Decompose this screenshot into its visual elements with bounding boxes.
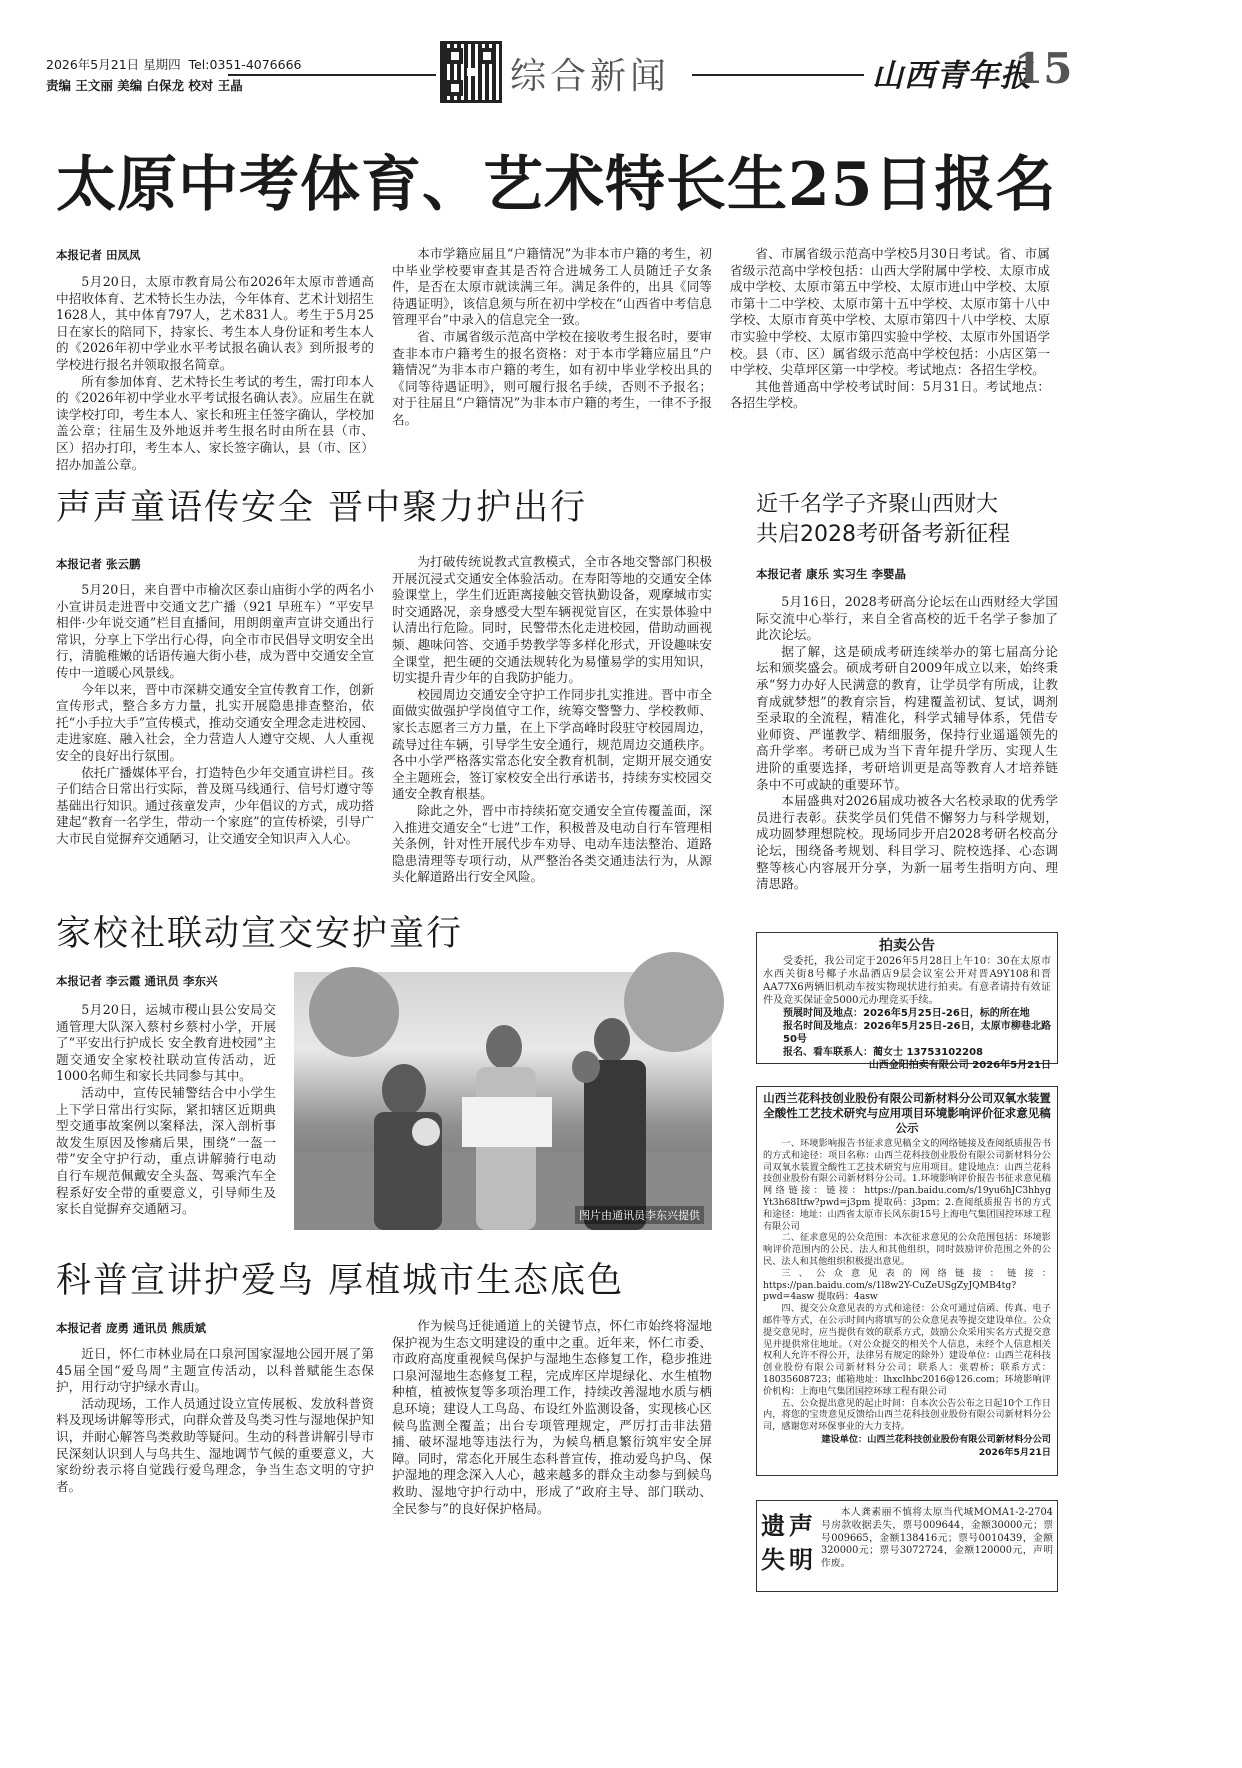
loss-statement: [756, 1500, 1058, 1592]
auction-notice: [756, 932, 1058, 1071]
article-a2-col1: 5月20日，来自晋中市榆次区泰山庙街小学的两名小小宣讲员走进晋中交通文艺广播（921 早班车）“平安早相伴·少年说交通”栏目直播间，用朗朗童声宣讲交通出行常识，分享上下学出行心得，向全市市民倡导文明安全出行，清脆稚嫩的话语传遍大街小巷，成为晋中交通安全宣传中一道暖心风景线。 今年以来，晋中市深耕交通安全宣传教育工作，创新宣传形式，整合多方力量，扎实开展隐患排查整治，依托“小手拉大手”宣传模式，推动交通安全理念走进校园、走进家庭、融入社会，全力营造人人遵守交规、人人重视安全的良好出行氛围。 依托广播媒体平台，打造特色少年交通宣讲栏目。孩子们结合日常出行实际，普及斑马线通行、信号灯遵守等基础出行知识。通过孩童发声，少年倡议的方式，成功搭建起“教育一名学生，带动一个家庭”的宣传桥梁，引导广大市民自觉摒弃交通陋习，让交通安全知识声入人心。: [56, 582, 374, 846]
loss-statement-title: 遗声失明: [761, 1512, 817, 1574]
section-title: 综合新闻: [510, 56, 671, 97]
headline-a3-line1: 近千名学子齐聚山西财大: [756, 492, 999, 517]
loss-statement-body: 本人龚素丽不慎将太原当代城MOMA1-2-2704号房款收据丢失，票号009644，金额30000元；票号009665，金额138416元；票号0010439，金额320000元；票号3072724，金额120000元，声明作废。: [821, 1507, 1053, 1570]
env-item-1: 一、环境影响报告书征求意见稿全文的网络链接及查阅纸质报告书的方式和途径：项目名称：山西兰花科技创业股份有限公司新材料分公司双氧水装置全酸性工艺技术研究与应用项目。建设地点：山西兰花科技创业股份有限公司新材料分公司。1.环境影响评价报告书征求意见稿网络链接：链接：https://pan.baidu.com/s/19yu6hJC3hhyg Yt3h68Itfw?pwd=j3pm 提取码：j3pm；2.查阅纸质报告书的方式和途径：地址：山西省太原市长风东街15号上海电气集团国控环球工程有限公司: [763, 1138, 1051, 1232]
auction-title: 拍卖公告: [879, 938, 935, 954]
env-notice-sign2: 2026年5月21日: [978, 1446, 1051, 1458]
masthead-rule-left: [228, 74, 436, 76]
phone-number: Tel:0351-4076666: [188, 57, 302, 72]
issue-date: 2026年5月21日 星期四 Tel:0351-4076666: [46, 57, 302, 72]
env-item-3: 三、公众意见表的网络链接：链接：https://pan.baidu.com/s/1l8w2Y-CuZeUSgZyJQMB4tg?pwd=4asw 提取码：4asw: [763, 1267, 1051, 1303]
byline-a2: 本报记者 张云鹏: [56, 557, 141, 571]
byline-a5: 本报记者 庞勇 通讯员 熊质斌: [56, 1321, 207, 1335]
auction-preview: 预展时间及地点：2026年5月25日-26日，标的所在地: [783, 1008, 1030, 1019]
article-a5-col1: 近日，怀仁市林业局在口泉河国家湿地公园开展了第45届全国“爱鸟周”主题宣传活动，以科普赋能生态保护，用行动守护绿水青山。 活动现场，工作人员通过设立宣传展板、发放科普资料及现场讲解等形式，向群众普及鸟类习性与湿地保护知识，并耐心解答鸟类救助等疑问。生动的科普讲解引导市民深刻认识到人与鸟共生、湿地调节气候的重要意义，大家纷纷表示将自觉践行爱鸟理念，争当生态文明的守护者。: [56, 1346, 374, 1494]
byline-a1: 本报记者 田凤凤: [56, 248, 141, 262]
headline-a2: 声声童语传安全 晋中聚力护出行: [56, 488, 588, 528]
news-photo: [294, 972, 712, 1230]
auction-signature: 山西金阳拍卖有限公司 2026年5月21日: [868, 1060, 1051, 1071]
qr-code-icon[interactable]: [440, 41, 502, 103]
headline-a1: 太原中考体育、艺术特长生25日报名: [56, 150, 1057, 220]
auction-contact: 报名、看车联系人：蔺女士 13753102208: [783, 1047, 984, 1058]
env-notice-sign1: 建设单位：山西兰花科技创业股份有限公司新材料分公司: [821, 1433, 1051, 1445]
article-a1-col3: 省、市属省级示范高中学校5月30日考试。省、市属省级示范高中学校包括：山西大学附属中学校、太原市成成中学校、太原市第五中学校、太原市进山中学校、太原市第十二中学校、太原市第十五中学校、太原市第十八中学校、太原市育英中学校、太原市第四十八中学校、太原市实验中学校、太原市第四实验中学校、太原市外国语学校。县（市、区）属省级示范高中学校包括：小店区第一中学校、尖草坪区第一中学校。考试地点：各招生学校。 其他普通高中学校考试时间：5月31日。考试地点：各招生学校。: [730, 246, 1050, 411]
headline-a4: 家校社联动宣交安护童行: [56, 914, 464, 954]
headline-a3: [756, 490, 1010, 550]
headline-a5: 科普宣讲护爱鸟 厚植城市生态底色: [56, 1261, 625, 1301]
article-a5-col2: 作为候鸟迁徙通道上的关键节点，怀仁市始终将湿地保护视为生态文明建设的重中之重。近年来，怀仁市委、市政府高度重视候鸟保护与湿地生态修复工作，稳步推进口泉河湿地生态修复工程，完成库区岸堤绿化、水生植物种植，植被恢复等多项治理工作，持续改善湿地水质与栖息环境；建设人工鸟岛、布设红外监测设备，实现核心区候鸟监测全覆盖；出台专项管理规定，严厉打击非法猎捕、破坏湿地等违法行为，为候鸟栖息繁衍筑牢安全屏障。同时，常态化开展生态科普宣传，推动爱鸟护鸟、保护湿地的理念深入人心，越来越多的群众主动参与到候鸟救助、湿地守护行动中，形成了“政府主导、部门联动、全民参与”的良好保护格局。: [392, 1318, 712, 1516]
page-number: 15: [1014, 44, 1073, 93]
article-a1-col2: 本市学籍应届且“户籍情况”为非本市户籍的考生，初中毕业学校要审查其是否符合进城务工人员随迁子女条件，是否在太原市就读满三年。满足条件的，出具《同等待遇证明》，该信息须与所在初中学校在“山西省中考信息管理平台”中录入的信息完全一致。 省、市属省级示范高中学校在接收考生报名时，要审查非本市户籍考生的报名资格：对于本市学籍应届且“户籍情况”为非本市户籍的考生，如有初中毕业学校出具的《同等待遇证明》，则可履行报名手续，否则不予报名；对于往届且“户籍情况”为非本市户籍的考生，一律不予报名。: [392, 246, 712, 427]
environmental-notice: [756, 1086, 1058, 1476]
editorial-staff: 责编 王文丽 美编 白保龙 校对 王晶: [46, 78, 243, 93]
article-a4-body: 5月20日，运城市稷山县公安局交通管理大队深入蔡村乡蔡村小学，开展了“平安出行护成长 安全教育进校园”主题交通安全家校社联动宣传活动，近1000名师生和家长共同参与其中。 活动中，宣传民辅警结合中小学生上下学日常出行实际，紧扣辖区近期典型交通事故案例以案释法，深入剖析事故发生原因及惨痛后果，围绕“一盔一带”安全守护行动，重点讲解骑行电动自行车规范佩戴安全头盔、驾乘汽车全程系好安全带的重要意义，引导师生及家长自觉摒弃交通陋习。: [56, 1002, 276, 1217]
photo-caption: 图片由通讯员李东兴提供: [575, 1206, 704, 1224]
env-notice-title: 山西兰花科技创业股份有限公司新材料分公司双氧水装置 全酸性工艺技术研究与应用项目环境影响评价征求意见稿公示: [763, 1091, 1051, 1135]
auction-body: 受委托，我公司定于2026年5月28日上午10：30在太原市水西关街8号椰子水晶酒店9层会议室公开对晋A9Y108和晋AA77X6两辆旧机动车按实物现状进行拍卖。有意者请持有效证件及竞买保证金5000元办理竞买手续。: [763, 956, 1051, 1006]
env-item-4: 四、提交公众意见表的方式和途径：公众可通过信函、传真、电子邮件等方式，在公示时间内将填写的公众意见表等提交建设单位。公众提交意见时，应当提供有效的联系方式，鼓励公众采用实名方式提交意见并提供常住地址。（对公众提交的相关个人信息，未经个人信息相关权利人允许不得公开，法律另有规定的除外）建设单位：山西兰花科技创业股份有限公司新材料分公司；联系人：张碧桥；联系方式：18035608723；邮箱地址：lhxclhbc2016@126.com；环境影响评价机构：上海电气集团国控环球工程有限公司: [763, 1303, 1051, 1397]
article-a2-col2: 为打破传统说教式宣教模式，全市各地交警部门积极开展沉浸式交通安全体验活动。在寿阳等地的交通安全体验课堂上，学生们近距离接触交管执勤设备，观摩城市实时交通路况，亲身感受大型车辆视觉盲区，在实景体验中认清出行危险。同时，民警带杰化走进校园，借助动画视频、趣味问答、交通手势教学等多样化形式，开设趣味安全课堂，把生硬的交通法规转化为易懂易学的实用知识，切实提升青少年的自我防护能力。 校园周边交通安全守护工作同步扎实推进。晋中市全面做实做强护学岗值守工作，统筹交警警力、学校教师、家长志愿者三方力量，在上下学高峰时段驻守校园周边，疏导过往车辆，引导学生安全通行，规范周边交通秩序。各中小学严格落实常态化安全教育机制，定期开展交通安全主题班会，签订家校安全出行承诺书，持续夯实校园交通安全教育根基。 除此之外，晋中市持续拓宽交通安全宣传覆盖面，深入推进交通安全“七进”工作，积极普及电动自行车管理相关条例，针对性开展代步车劝导、电动车违法整治、道路隐患清理等专项行动，从严整治各类交通违法行为，从源头化解道路出行安全风险。: [392, 554, 712, 885]
env-item-5: 五、公众提出意见的起止时间：自本次公告公布之日起10个工作日内，将您的宝贵意见反馈给山西兰花科技创业股份有限公司新材料分公司，感谢您对环保事业的大力支持。: [763, 1397, 1051, 1433]
photo-scene: [294, 972, 712, 1230]
headline-a3-line2: 共启2028考研备考新征程: [756, 522, 1010, 547]
article-a3-body: 5月16日，2028考研高分论坛在山西财经大学国际交流中心举行，来自全省高校的近千名学子参加了此次论坛。 据了解，这是硕成考研连续举办的第七届高分论坛和颁奖盛会。硕成考研自2009年成立以来，始终秉承“努力办好人民满意的教育，让学员学有所成，让教育成就梦想”的教育宗旨，构建覆盖初试、复试，调剂至录取的全流程，精准化，科学式辅导体系，凭借专业师资、严谨教学、精细服务，保持行业遥遥领先的高升学率。考研已成为当下青年提升学历、实现人生进阶的重要选择，考研培训更是高等教育人才培养链条中不可或缺的重要环节。 本届盛典对2026届成功被各大名校录取的优秀学员进行表彰。获奖学员们凭借不懈努力与科学规划，成功圆梦理想院校。现场同步开启2028考研名校高分论坛，围绕备考规划、科目学习、院校选择、心态调整等核心内容展开分享，为新一届考生指明方向、理清思路。: [756, 594, 1058, 892]
article-a1-col1: 5月20日，太原市教育局公布2026年太原市普通高中招收体育、艺术特长生办法，今年体育、艺术计划招生1628人，其中体育797人，艺术831人。考生于5月25日在家长的陪同下，持家长、考生本人身份证和考生本人的《2026年初中学业水平考试报名确认表》到所报考的学校进行报名并领取报名简章。 所有参加体育、艺术特长生考试的考生，需打印本人的《2026年初中学业水平考试报名确认表》。应届生在就读学校打印，考生本人、家长和班主任签字确认，学校加盖公章；往届生及外地返并考生报名时由所在县（市、区）招办打印，考生本人、家长签字确认，县（市、区）招办加盖公章。: [56, 274, 374, 472]
auction-registration: 报名时间及地点：2026年5月25日-26日，太原市柳巷北路50号: [783, 1021, 1051, 1045]
byline-a4: 本报记者 李云霞 通讯员 李东兴: [56, 974, 218, 988]
env-item-2: 二、征求意见的公众范围：本次征求意见的公众范围包括：环境影响评价范围内的公民、法人和其他组织，同时鼓励评价范围之外的公民、法人和其他组织积极提出意见。: [763, 1232, 1051, 1267]
byline-a3: 本报记者 康乐 实习生 李婴晶: [756, 567, 907, 581]
newspaper-logo: 山西青年报: [872, 58, 1032, 94]
env-notice-body: [763, 1138, 1051, 1433]
masthead-rule-right: [692, 74, 864, 76]
